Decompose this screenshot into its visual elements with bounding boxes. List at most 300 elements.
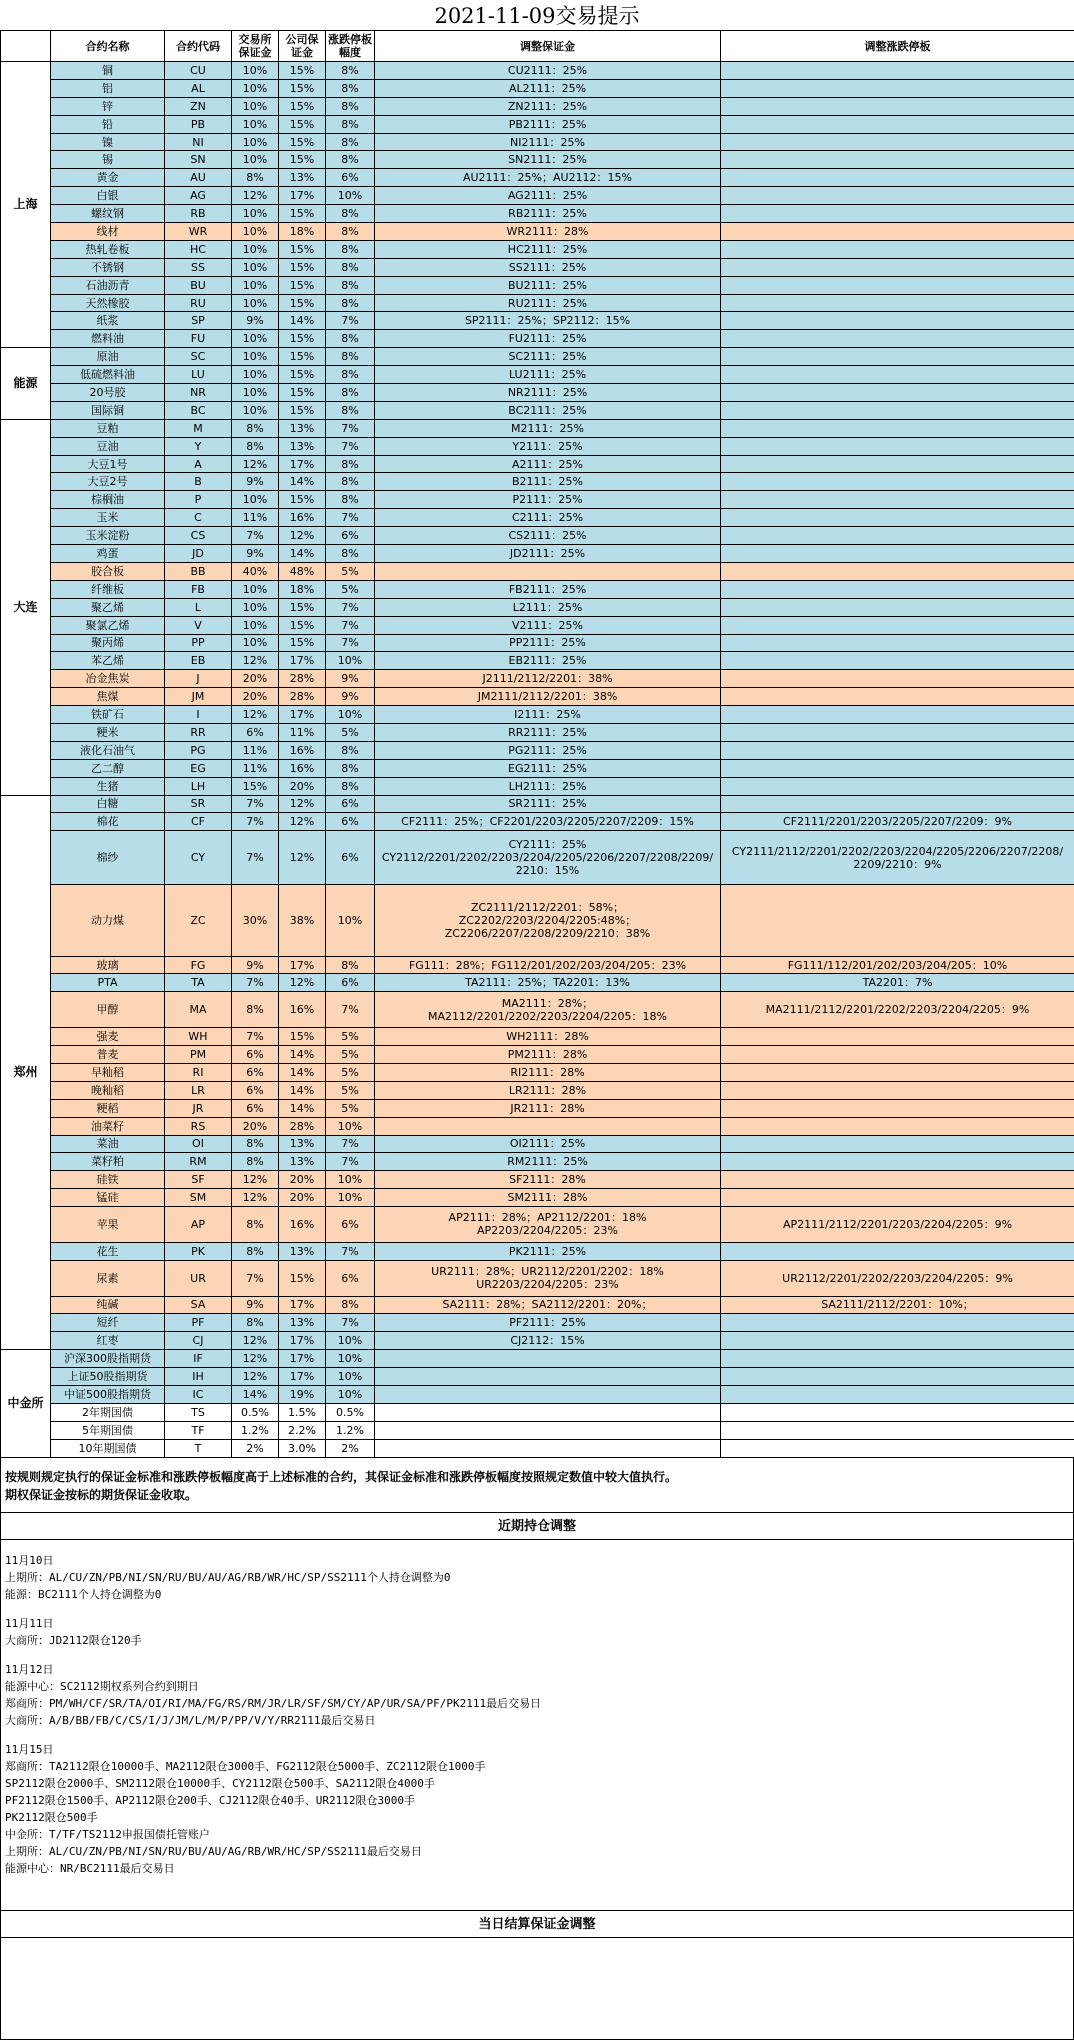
contract-name: 聚氯乙烯 — [51, 616, 165, 634]
table-row — [1, 670, 1074, 688]
exchange-margin: 12% — [232, 1189, 279, 1207]
contract-code: B — [165, 473, 232, 491]
adjusted-limit — [721, 527, 1074, 545]
price-limit: 8% — [326, 258, 375, 276]
contract-code: NI — [165, 133, 232, 151]
contract-name: 菜籽粕 — [51, 1153, 165, 1171]
adjusted-margin: NR2111：25% — [375, 384, 721, 402]
price-limit: 8% — [326, 223, 375, 241]
adjusted-margin: LR2111：28% — [375, 1081, 721, 1099]
adjusted-margin: MA2111：28%； MA2112/2201/2202/2203/2204/2205：18% — [375, 992, 721, 1028]
adjusted-margin: SM2111：28% — [375, 1189, 721, 1207]
price-limit: 10% — [326, 1332, 375, 1350]
exchange-margin: 10% — [232, 151, 279, 169]
adjusted-limit — [721, 366, 1074, 384]
adjusted-margin: RI2111：28% — [375, 1063, 721, 1081]
contract-code: SF — [165, 1171, 232, 1189]
contract-code: Y — [165, 437, 232, 455]
price-limit: 5% — [326, 723, 375, 741]
contract-code: LR — [165, 1081, 232, 1099]
company-margin: 15% — [279, 115, 326, 133]
position-line: 能源中心：SC2112期权系列合约到期日 — [5, 1678, 1069, 1695]
table-row — [1, 455, 1074, 473]
adjusted-limit — [721, 777, 1074, 795]
table-row — [1, 258, 1074, 276]
adjusted-margin: PF2111：25% — [375, 1314, 721, 1332]
price-limit: 8% — [326, 240, 375, 258]
contract-code: RM — [165, 1153, 232, 1171]
adjusted-margin: CY2111：25% CY2112/2201/2202/2203/2204/2205/2206/2207/2208/2209/ 2210：15% — [375, 831, 721, 885]
contract-name: 不锈钢 — [51, 258, 165, 276]
position-date: 11月10日 — [5, 1552, 1069, 1569]
exchange-margin: 8% — [232, 1314, 279, 1332]
company-margin: 14% — [279, 1046, 326, 1064]
contract-code: FG — [165, 956, 232, 974]
company-margin: 28% — [279, 688, 326, 706]
company-margin: 11% — [279, 723, 326, 741]
contract-name: 棉纱 — [51, 831, 165, 885]
adjusted-margin: LH2111：25% — [375, 777, 721, 795]
contract-code: JM — [165, 688, 232, 706]
price-limit: 7% — [326, 1314, 375, 1332]
adjusted-margin: JR2111：28% — [375, 1099, 721, 1117]
adjusted-limit — [721, 473, 1074, 491]
contract-code: PG — [165, 741, 232, 759]
contract-code: MA — [165, 992, 232, 1028]
price-limit: 8% — [326, 1296, 375, 1314]
table-row — [1, 580, 1074, 598]
adjusted-margin: WR2111：28% — [375, 223, 721, 241]
contract-name: 线材 — [51, 223, 165, 241]
position-group — [5, 1661, 1069, 1729]
price-limit: 8% — [326, 330, 375, 348]
company-margin: 13% — [279, 1314, 326, 1332]
price-limit: 7% — [326, 1242, 375, 1260]
price-limit: 7% — [326, 312, 375, 330]
adjusted-margin: PK2111：25% — [375, 1242, 721, 1260]
exchange-margin: 10% — [232, 366, 279, 384]
price-limit: 8% — [326, 491, 375, 509]
price-limit: 7% — [326, 437, 375, 455]
company-margin: 15% — [279, 348, 326, 366]
exchange-margin: 8% — [232, 1242, 279, 1260]
adjusted-margin: V2111：25% — [375, 616, 721, 634]
contract-name: 热轧卷板 — [51, 240, 165, 258]
contract-code: SP — [165, 312, 232, 330]
position-line: 郑商所：TA2112限仓10000手、MA2112限仓3000手、FG2112限仓5000手、ZC2112限仓1000手 — [5, 1758, 1069, 1775]
company-margin: 15% — [279, 133, 326, 151]
position-line: 大商所：A/B/BB/FB/C/CS/I/J/JM/L/M/P/PP/V/Y/RR2111最后交易日 — [5, 1712, 1069, 1729]
table-row — [1, 652, 1074, 670]
contract-name: 螺纹钢 — [51, 205, 165, 223]
contract-name: 乙二醇 — [51, 759, 165, 777]
position-date: 11月11日 — [5, 1615, 1069, 1632]
price-limit: 8% — [326, 384, 375, 402]
contract-code: LH — [165, 777, 232, 795]
price-limit: 7% — [326, 616, 375, 634]
table-row — [1, 419, 1074, 437]
exchange-margin: 10% — [232, 223, 279, 241]
table-row — [1, 1099, 1074, 1117]
company-margin: 14% — [279, 1063, 326, 1081]
adjusted-limit — [721, 795, 1074, 813]
price-limit: 8% — [326, 545, 375, 563]
adjusted-limit — [721, 79, 1074, 97]
contract-code: SR — [165, 795, 232, 813]
adjusted-limit: SA2111/2112/2201：10%； — [721, 1296, 1074, 1314]
adjusted-limit — [721, 276, 1074, 294]
table-row — [1, 1207, 1074, 1243]
exchange-margin: 6% — [232, 1099, 279, 1117]
table-row — [1, 62, 1074, 80]
table-row — [1, 813, 1074, 831]
position-adjustment-body — [0, 1540, 1074, 1910]
adjusted-limit — [721, 419, 1074, 437]
adjusted-limit — [721, 1439, 1074, 1457]
adjusted-limit: CY2111/2112/2201/2202/2203/2204/2205/2206/2207/2208/ 2209/2210：9% — [721, 831, 1074, 885]
price-limit: 8% — [326, 366, 375, 384]
price-limit: 7% — [326, 1135, 375, 1153]
contract-name: 原油 — [51, 348, 165, 366]
exchange-margin: 10% — [232, 348, 279, 366]
adjusted-margin: SR2111：25% — [375, 795, 721, 813]
adjusted-limit — [721, 580, 1074, 598]
contract-name: 锌 — [51, 97, 165, 115]
exchange-margin: 0.5% — [232, 1403, 279, 1421]
header-exchange-margin: 交易所保证金 — [232, 31, 279, 62]
adjusted-margin: C2111：25% — [375, 509, 721, 527]
table-row — [1, 1296, 1074, 1314]
adjusted-limit — [721, 1242, 1074, 1260]
table-row — [1, 348, 1074, 366]
table-row — [1, 956, 1074, 974]
exchange-margin: 10% — [232, 491, 279, 509]
table-row — [1, 169, 1074, 187]
company-margin: 18% — [279, 223, 326, 241]
contract-code: EB — [165, 652, 232, 670]
company-margin: 15% — [279, 1028, 326, 1046]
contract-code: C — [165, 509, 232, 527]
exchange-margin: 15% — [232, 777, 279, 795]
adjusted-limit — [721, 1135, 1074, 1153]
adjusted-margin: SP2111：25%；SP2112：15% — [375, 312, 721, 330]
table-row — [1, 527, 1074, 545]
table-row — [1, 992, 1074, 1028]
contract-code: WH — [165, 1028, 232, 1046]
table-row — [1, 276, 1074, 294]
table-row — [1, 545, 1074, 563]
company-margin: 16% — [279, 992, 326, 1028]
table-row — [1, 831, 1074, 885]
exchange-margin: 12% — [232, 1332, 279, 1350]
exchange-margin: 12% — [232, 1171, 279, 1189]
exchange-margin: 8% — [232, 1207, 279, 1243]
contract-code: I — [165, 706, 232, 724]
contract-name: 铜 — [51, 62, 165, 80]
adjusted-margin: WH2111：28% — [375, 1028, 721, 1046]
table-row — [1, 1242, 1074, 1260]
header-adjusted-margin: 调整保证金 — [375, 31, 721, 62]
table-row — [1, 634, 1074, 652]
adjusted-margin — [375, 1421, 721, 1439]
contract-name: 油菜籽 — [51, 1117, 165, 1135]
table-row — [1, 1046, 1074, 1064]
contract-code: RB — [165, 205, 232, 223]
table-row — [1, 1403, 1074, 1421]
price-limit: 8% — [326, 455, 375, 473]
company-margin: 17% — [279, 1368, 326, 1386]
exchange-margin: 10% — [232, 634, 279, 652]
contract-code: CY — [165, 831, 232, 885]
contract-code: A — [165, 455, 232, 473]
adjusted-margin: J2111/2112/2201：38% — [375, 670, 721, 688]
table-row — [1, 240, 1074, 258]
exchange-margin: 6% — [232, 1063, 279, 1081]
adjusted-limit — [721, 97, 1074, 115]
contract-code: IF — [165, 1350, 232, 1368]
table-row — [1, 1081, 1074, 1099]
contract-name: 铁矿石 — [51, 706, 165, 724]
table-row — [1, 509, 1074, 527]
company-margin: 20% — [279, 1189, 326, 1207]
price-limit: 8% — [326, 348, 375, 366]
exchange-margin: 20% — [232, 1117, 279, 1135]
exchange-name: 上海 — [1, 62, 51, 348]
adjusted-limit — [721, 330, 1074, 348]
contract-name: 聚乙烯 — [51, 598, 165, 616]
position-line: 能源：BC2111个人持仓调整为0 — [5, 1586, 1069, 1603]
exchange-margin: 7% — [232, 527, 279, 545]
contract-name: 菜油 — [51, 1135, 165, 1153]
price-limit: 8% — [326, 79, 375, 97]
price-limit: 7% — [326, 1153, 375, 1171]
table-row — [1, 312, 1074, 330]
adjusted-limit — [721, 1081, 1074, 1099]
contract-name: 短纤 — [51, 1314, 165, 1332]
adjusted-limit — [721, 562, 1074, 580]
adjusted-limit: TA2201：7% — [721, 974, 1074, 992]
settlement-margin-title: 当日结算保证金调整 — [0, 1910, 1074, 1938]
company-margin: 13% — [279, 419, 326, 437]
contract-name: 上证50股指期货 — [51, 1368, 165, 1386]
exchange-margin: 12% — [232, 652, 279, 670]
adjusted-margin: JD2111：25% — [375, 545, 721, 563]
exchange-margin: 7% — [232, 974, 279, 992]
exchange-margin: 10% — [232, 205, 279, 223]
adjusted-margin: RU2111：25% — [375, 294, 721, 312]
price-limit: 5% — [326, 1046, 375, 1064]
company-margin: 20% — [279, 1171, 326, 1189]
company-margin: 12% — [279, 795, 326, 813]
adjusted-margin: CU2111：25% — [375, 62, 721, 80]
table-row — [1, 884, 1074, 956]
price-limit: 8% — [326, 97, 375, 115]
contract-name: 硅铁 — [51, 1171, 165, 1189]
company-margin: 20% — [279, 777, 326, 795]
adjusted-limit — [721, 741, 1074, 759]
price-limit: 0.5% — [326, 1403, 375, 1421]
exchange-margin: 10% — [232, 97, 279, 115]
contract-code: M — [165, 419, 232, 437]
price-limit: 6% — [326, 831, 375, 885]
contract-name: 豆粕 — [51, 419, 165, 437]
contract-code: ZC — [165, 884, 232, 956]
exchange-margin: 20% — [232, 688, 279, 706]
adjusted-margin: EB2111：25% — [375, 652, 721, 670]
contract-name: 焦煤 — [51, 688, 165, 706]
contract-name: 苹果 — [51, 1207, 165, 1243]
contract-name: 玻璃 — [51, 956, 165, 974]
table-row — [1, 688, 1074, 706]
adjusted-margin: PP2111：25% — [375, 634, 721, 652]
contract-code: JD — [165, 545, 232, 563]
price-limit: 10% — [326, 1171, 375, 1189]
position-line: 郑商所：PM/WH/CF/SR/TA/OI/RI/MA/FG/RS/RM/JR/LR/SF/SM/CY/AP/UR/SA/PF/PK2111最后交易日 — [5, 1695, 1069, 1712]
contract-code: ZN — [165, 97, 232, 115]
exchange-name: 能源 — [1, 348, 51, 420]
exchange-margin: 9% — [232, 312, 279, 330]
contract-code: RS — [165, 1117, 232, 1135]
price-limit: 8% — [326, 473, 375, 491]
adjusted-limit: FG111/112/201/202/203/204/205：10% — [721, 956, 1074, 974]
table-row — [1, 1386, 1074, 1404]
header-code: 合约代码 — [165, 31, 232, 62]
exchange-margin: 9% — [232, 956, 279, 974]
exchange-margin: 7% — [232, 795, 279, 813]
contract-code: L — [165, 598, 232, 616]
exchange-margin: 8% — [232, 992, 279, 1028]
company-margin: 17% — [279, 455, 326, 473]
exchange-margin: 11% — [232, 741, 279, 759]
contract-code: SN — [165, 151, 232, 169]
adjusted-margin: AP2111：28%；AP2112/2201：18% AP2203/2204/2205：23% — [375, 1207, 721, 1243]
header-blank — [1, 31, 51, 62]
table-row — [1, 706, 1074, 724]
adjusted-limit — [721, 133, 1074, 151]
contract-code: PP — [165, 634, 232, 652]
table-row — [1, 598, 1074, 616]
adjusted-limit — [721, 1046, 1074, 1064]
adjusted-limit — [721, 1099, 1074, 1117]
adjusted-margin: BU2111：25% — [375, 276, 721, 294]
contract-code: EG — [165, 759, 232, 777]
contract-code: TF — [165, 1421, 232, 1439]
table-row — [1, 384, 1074, 402]
contract-code: HC — [165, 240, 232, 258]
adjusted-limit: UR2112/2201/2202/2203/2204/2205：9% — [721, 1260, 1074, 1296]
exchange-margin: 10% — [232, 330, 279, 348]
adjusted-limit — [721, 294, 1074, 312]
contract-name: 中证500股指期货 — [51, 1386, 165, 1404]
adjusted-margin: A2111：25% — [375, 455, 721, 473]
contract-name: 石油沥青 — [51, 276, 165, 294]
adjusted-limit — [721, 151, 1074, 169]
exchange-margin: 11% — [232, 509, 279, 527]
exchange-margin: 6% — [232, 723, 279, 741]
contract-name: 纯碱 — [51, 1296, 165, 1314]
adjusted-limit: AP2111/2112/2201/2203/2204/2205：9% — [721, 1207, 1074, 1243]
adjusted-limit — [721, 1117, 1074, 1135]
adjusted-margin: AG2111：25% — [375, 187, 721, 205]
price-limit: 10% — [326, 652, 375, 670]
table-row — [1, 1350, 1074, 1368]
company-margin: 15% — [279, 616, 326, 634]
price-limit: 6% — [326, 169, 375, 187]
exchange-margin: 12% — [232, 187, 279, 205]
position-group — [5, 1615, 1069, 1649]
exchange-margin: 10% — [232, 276, 279, 294]
company-margin: 38% — [279, 884, 326, 956]
price-limit: 5% — [326, 1063, 375, 1081]
exchange-margin: 10% — [232, 133, 279, 151]
contract-code: AU — [165, 169, 232, 187]
adjusted-margin — [375, 1117, 721, 1135]
adjusted-margin: UR2111：28%；UR2112/2201/2202：18% UR2203/2204/2205：23% — [375, 1260, 721, 1296]
exchange-margin: 7% — [232, 813, 279, 831]
rules-note-line: 期权保证金按标的期货保证金收取。 — [5, 1486, 1069, 1504]
table-row — [1, 330, 1074, 348]
exchange-margin: 12% — [232, 1350, 279, 1368]
table-row — [1, 133, 1074, 151]
adjusted-margin: AU2111：25%；AU2112：15% — [375, 169, 721, 187]
company-margin: 15% — [279, 258, 326, 276]
table-row — [1, 1439, 1074, 1457]
adjusted-margin — [375, 1350, 721, 1368]
adjusted-margin: PB2111：25% — [375, 115, 721, 133]
exchange-margin: 10% — [232, 384, 279, 402]
company-margin: 12% — [279, 527, 326, 545]
exchange-name: 中金所 — [1, 1350, 51, 1457]
position-line: 中金所：T/TF/TS2112申报国债托管账户 — [5, 1826, 1069, 1843]
price-limit: 9% — [326, 688, 375, 706]
contract-code: SC — [165, 348, 232, 366]
contract-code: RU — [165, 294, 232, 312]
contract-name: 强麦 — [51, 1028, 165, 1046]
contract-code: WR — [165, 223, 232, 241]
exchange-margin: 9% — [232, 473, 279, 491]
exchange-margin: 6% — [232, 1046, 279, 1064]
adjusted-margin: RB2111：25% — [375, 205, 721, 223]
price-limit: 2% — [326, 1439, 375, 1457]
price-limit: 1.2% — [326, 1421, 375, 1439]
adjusted-limit — [721, 688, 1074, 706]
header-name: 合约名称 — [51, 31, 165, 62]
contract-name: 大豆2号 — [51, 473, 165, 491]
exchange-margin: 14% — [232, 1386, 279, 1404]
price-limit: 10% — [326, 1368, 375, 1386]
position-date: 11月15日 — [5, 1741, 1069, 1758]
exchange-margin: 8% — [232, 437, 279, 455]
contract-name: 天然橡胶 — [51, 294, 165, 312]
price-limit: 6% — [326, 813, 375, 831]
contract-name: 棉花 — [51, 813, 165, 831]
table-row — [1, 401, 1074, 419]
contract-code: TS — [165, 1403, 232, 1421]
adjusted-margin: Y2111：25% — [375, 437, 721, 455]
contract-name: 白银 — [51, 187, 165, 205]
table-row — [1, 1260, 1074, 1296]
adjusted-margin: CS2111：25% — [375, 527, 721, 545]
company-margin: 14% — [279, 1099, 326, 1117]
contract-code: LU — [165, 366, 232, 384]
price-limit: 8% — [326, 294, 375, 312]
contract-name: 白糖 — [51, 795, 165, 813]
table-row — [1, 473, 1074, 491]
price-limit: 8% — [326, 133, 375, 151]
adjusted-limit — [721, 545, 1074, 563]
contract-code: AP — [165, 1207, 232, 1243]
table-row — [1, 1314, 1074, 1332]
